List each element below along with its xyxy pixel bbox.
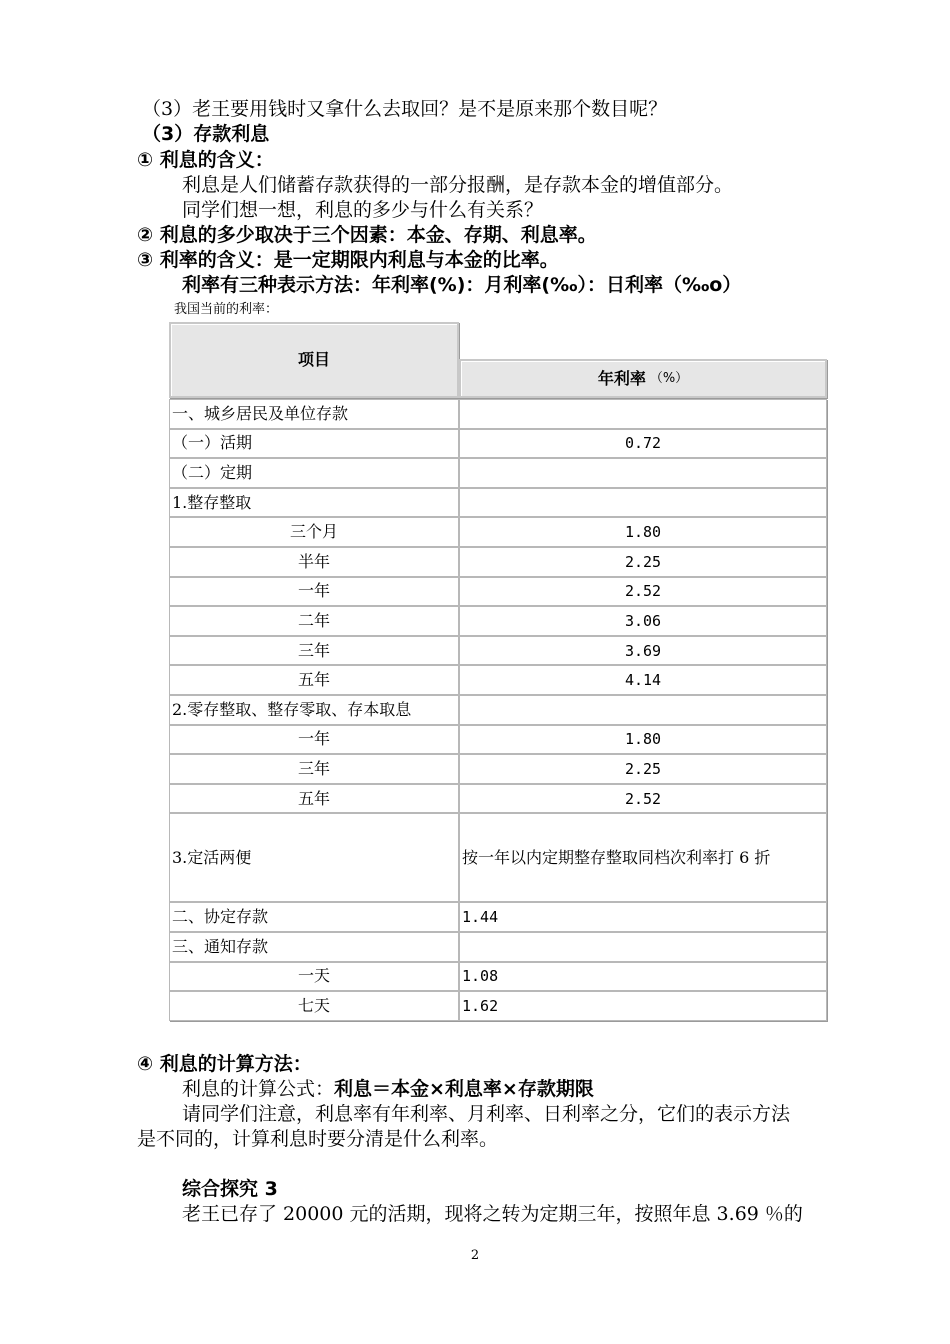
table-cell-rate: 2.52 <box>459 577 827 607</box>
table-cell-rate <box>459 399 827 429</box>
think-question: 同学们想一想，利息的多少与什么有关系？ <box>182 199 544 221</box>
table-cell-rate: 1.08 <box>459 962 827 992</box>
inquiry-text: 老王已存了 20000 元的活期，现将之转为定期三年，按照年息 3.69 ％的 <box>182 1203 803 1225</box>
heading-comprehensive-inquiry: 综合探究 3 <box>182 1178 278 1200</box>
table-cell-item: 2.零存整取、整存零取、存本取息 <box>169 695 459 725</box>
table-cell-item: 二年 <box>169 606 459 636</box>
table-cell-rate <box>459 932 827 962</box>
table-caption: 我国当前的利率： <box>174 302 279 317</box>
interest-formula <box>182 1077 594 1101</box>
table-cell-item: 三年 <box>169 636 459 666</box>
table-cell-rate: 按一年以内定期整存整取同档次利率打 6 折 <box>459 813 827 902</box>
table-cell-item: 二、协定存款 <box>169 902 459 932</box>
table-cell-item: 一天 <box>169 962 459 992</box>
table-header-rate <box>459 359 827 398</box>
table-cell-rate: 2.25 <box>459 547 827 577</box>
table-cell-item: 五年 <box>169 665 459 695</box>
rate-header-unit: （%） <box>649 370 689 386</box>
table-cell-rate <box>459 695 827 725</box>
table-cell-rate: 0.72 <box>459 429 827 459</box>
heading-interest-factors: ② 利息的多少取决于三个因素：本金、存期、利息率。 <box>137 224 597 246</box>
heading-rate-meaning: ③ 利率的含义：是一定期限内利息与本金的比率。 <box>137 249 559 271</box>
heading-interest-calc: ④ 利息的计算方法： <box>137 1053 312 1075</box>
rate-header-label: 年利率 <box>597 368 646 388</box>
table-cell-rate: 4.14 <box>459 665 827 695</box>
note-line-1: 请同学们注意，利息率有年利率、月利率、日利率之分，它们的表示方法 <box>182 1103 791 1125</box>
formula-expression: 利息＝本金×利息率×存款期限 <box>334 1078 594 1100</box>
table-cell-rate: 2.52 <box>459 784 827 814</box>
section-deposit-interest: （3）存款利息 <box>142 123 270 145</box>
table-cell-item: （一）活期 <box>169 429 459 459</box>
table-cell-item: 三个月 <box>169 517 459 547</box>
table-cell-item: 五年 <box>169 784 459 814</box>
table-cell-item: 3.定活两便 <box>169 813 459 902</box>
table-cell-rate: 1.62 <box>459 991 827 1021</box>
table-cell-item: （二）定期 <box>169 458 459 488</box>
formula-label: 利息的计算公式： <box>182 1078 335 1100</box>
table-cell-item: 三年 <box>169 754 459 784</box>
table-cell-item: 一年 <box>169 577 459 607</box>
table-cell-item: 1.整存整取 <box>169 488 459 518</box>
table-cell-item: 半年 <box>169 547 459 577</box>
table-cell-rate: 2.25 <box>459 754 827 784</box>
rate-representation: 利率有三种表示方法：年利率(%)：月利率(‰）：日利率（‰o） <box>182 274 742 296</box>
table-cell-rate: 1.80 <box>459 517 827 547</box>
table-cell-item: 七天 <box>169 991 459 1021</box>
table-cell-rate: 3.69 <box>459 636 827 666</box>
table-cell-item: 一年 <box>169 725 459 755</box>
table-cell-rate <box>459 458 827 488</box>
table-cell-rate <box>459 488 827 518</box>
table-cell-rate: 1.44 <box>459 902 827 932</box>
table-cell-item: 三、通知存款 <box>169 932 459 962</box>
table-header-item: 项目 <box>169 322 459 398</box>
heading-interest-meaning: ① 利息的含义： <box>137 149 274 171</box>
table-cell-rate: 3.06 <box>459 606 827 636</box>
interest-definition: 利息是人们储蓄存款获得的一部分报酬，是存款本金的增值部分。 <box>182 174 734 196</box>
question-3: （3）老王要用钱时又拿什么去取回？是不是原来那个数目呢？ <box>142 98 668 120</box>
interest-rate-table <box>167 322 829 1026</box>
table-cell-rate: 1.80 <box>459 725 827 755</box>
table-cell-item: 一、城乡居民及单位存款 <box>169 399 459 429</box>
note-line-2: 是不同的，计算利息时要分清是什么利率。 <box>137 1128 499 1150</box>
page-number: 2 <box>470 1248 480 1263</box>
